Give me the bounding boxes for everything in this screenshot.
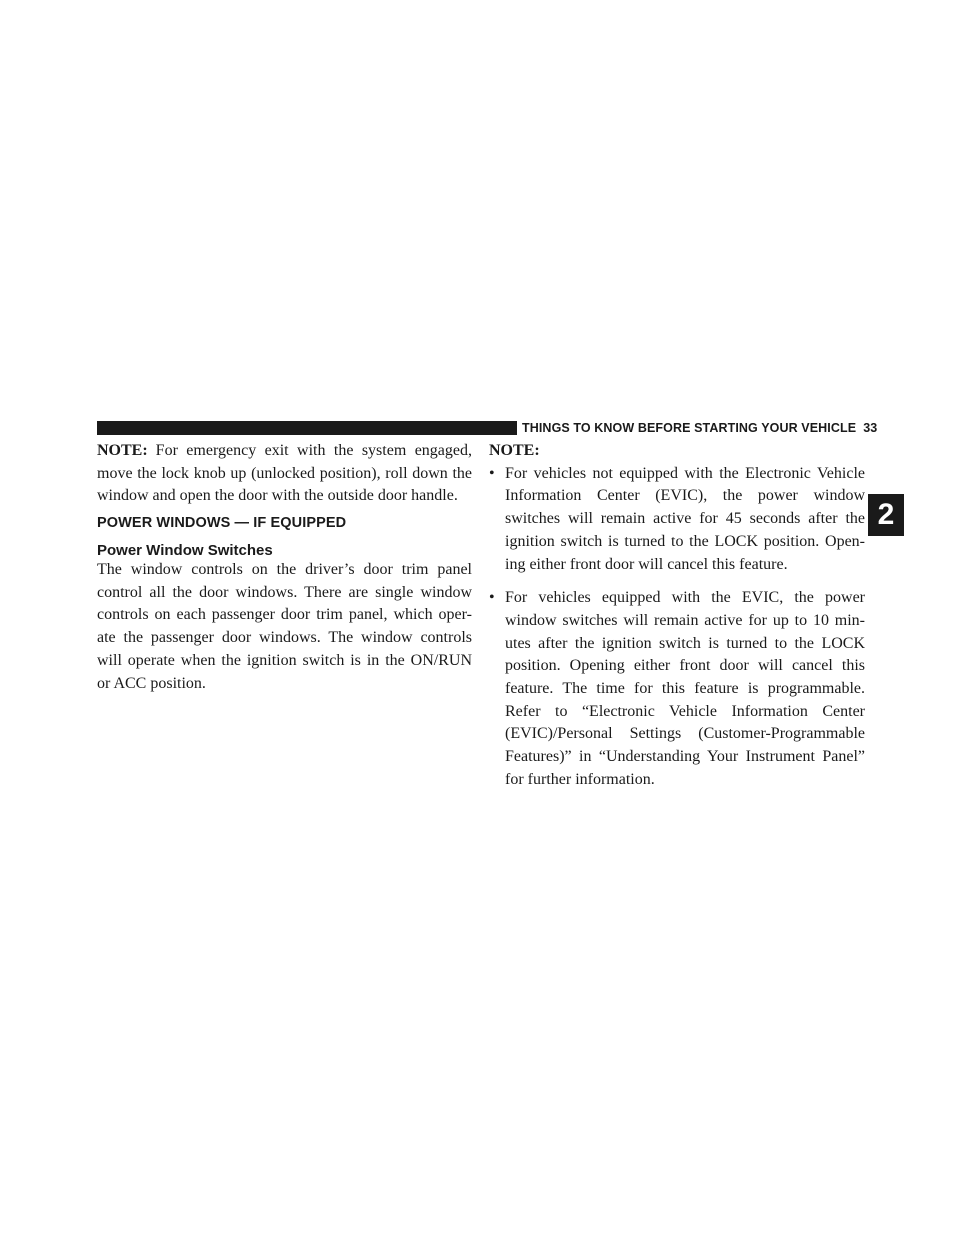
note-bullet-list <box>489 463 865 792</box>
list-item <box>489 587 865 791</box>
running-header <box>522 419 877 437</box>
subsection-title: Power Window Switches <box>97 542 273 559</box>
right-column <box>489 440 865 803</box>
header-bar <box>97 421 517 435</box>
body-paragraph: The window controls on the driver’s door trim panel control all the door windows. There are single window controls on each passenger door trim panel, which oper- ate the passenger door windows. The window controls will operate when the ignition switch is in the ON/RUN or ACC position. <box>97 561 472 692</box>
header-title: THINGS TO KNOW BEFORE STARTING YOUR VEHICLE <box>522 421 857 435</box>
list-item <box>489 463 865 577</box>
bullet-text: For vehicles equipped with the EVIC, the power window switches will remain active for up to 10 min- utes after the ignition switch is turned to the LOCK position. Opening either front door will cancel this feature. The time for this feature is programmable. Refer to “Electronic Vehicle Information Center (EVIC)/Personal Settings (Customer-Programmable Features)” in “Understanding Your Instrument Panel” for further information. <box>505 589 865 788</box>
bullet-icon: • <box>489 464 495 482</box>
page-number: 33 <box>863 421 878 435</box>
chapter-tab: 2 <box>868 494 904 536</box>
left-column <box>97 440 472 692</box>
bullet-text: For vehicles not equipped with the Electronic Vehicle Information Center (EVIC), the power window switches will remain active for 45 seconds after the ignition switch is turned to the LOCK position. Open- ing either front door will cancel this feature. <box>505 464 865 573</box>
note-label: NOTE: <box>97 442 148 459</box>
emergency-exit-note <box>97 440 472 508</box>
section-title: POWER WINDOWS — IF EQUIPPED <box>97 515 347 531</box>
note-label: NOTE: <box>489 442 540 459</box>
bullet-icon: • <box>489 589 495 607</box>
note-text: For emergency exit with the system engaged, move the lock knob up (unlocked position), roll down the window and open the door with the outside door handle. <box>97 442 472 505</box>
